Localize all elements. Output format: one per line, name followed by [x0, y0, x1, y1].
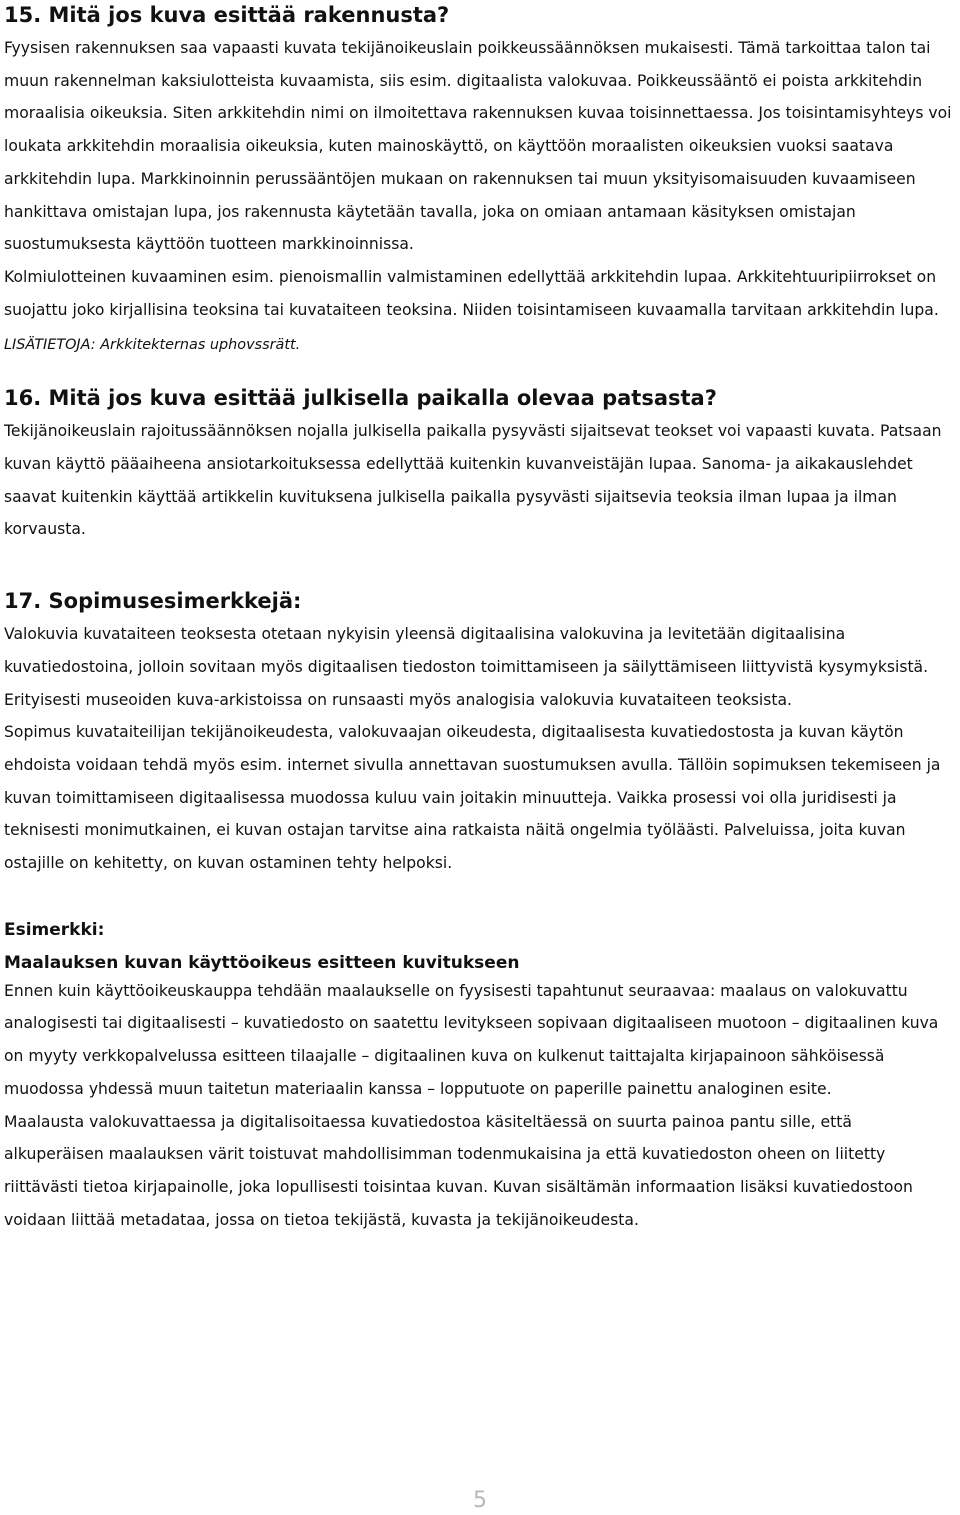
example-heading: Esimerkki: [4, 919, 105, 940]
section-15-paragraph-1: Fyysisen rakennuksen saa vapaasti kuvata tekijänoikeuslain poikkeussäännöksen mukaisesti. Tämä tarkoittaa talon tai muun rakennelman kaksiulotteista kuvaamista, siis esim. digitaalista valokuvaa. Poikkeussääntö ei poista arkkitehdin moraalisia oikeuksia. Siten arkkitehdin nimi on ilmoitettava rakennuksen kuvaa toisinnettaessa. Jos toisintamisyhteys voi loukata arkkitehdin moraalisia oikeuksia, kuten mainoskäyttö, on käyttöön moraalisten oikeuksien vuoksi saatava arkkitehdin lupa. Markkinoinnin perussääntöjen mukaan on rakennuksen tai muun yksityisomaisuuden kuvaamiseen hankittava omistajan lupa, jos rakennusta käytetään tavalla, joka on omiaan antamaan käsityksen omistajan suostumuksesta käyttöön tuotteen markkinoinnissa. [4, 39, 952, 254]
page-number: 5 [473, 1488, 487, 1513]
document-page [4, 0, 956, 1236]
section-15-paragraph-2: Kolmiulotteinen kuvaaminen esim. pienoismallin valmistaminen edellyttää arkkitehdin lupaa. Arkkitehtuuripiirrokset on suojattu joko kirjallisina teoksina tai kuvataiteen teoksina. Niiden toisintamiseen kuvaamalla tarvitaan arkkitehdin lupa. [4, 267, 939, 319]
section-16-heading: 16. Mitä jos kuva esittää julkisella paikalla olevaa patsasta? [4, 386, 717, 411]
example-subheading: Maalauksen kuvan käyttöoikeus esitteen kuvitukseen [4, 952, 520, 973]
example-paragraph-2: Maalausta valokuvattaessa ja digitalisoitaessa kuvatiedostoa käsiteltäessä on suurta painoa pantu sille, että alkuperäisen maalauksen värit toistuvat mahdollisimman todenmukaisina ja että kuvatiedoston oheen on liitetty riittävästi tietoa kirjapainolle, joka lopullisesti toisintaa kuvan. Kuvan sisältämän informaation lisäksi kuvatiedostoon voidaan liittää metadataa, jossa on tietoa tekijästä, kuvasta ja tekijänoikeudesta. [4, 1112, 913, 1229]
section-16-paragraph-1: Tekijänoikeuslain rajoitussäännöksen nojalla julkisella paikalla pysyvästi sijaitsevat teokset voi vapaasti kuvata. Patsaan kuvan käyttö pääaiheena ansiotarkoituksessa edellyttää kuitenkin kuvanveistäjän lupaa. Sanoma- ja aikakauslehdet saavat kuitenkin käyttää artikkelin kuvituksena julkisella paikalla pysyvästi sijaitsevia teoksia ilman lupaa ja ilman korvausta. [4, 422, 942, 539]
section-15-heading: 15. Mitä jos kuva esittää rakennusta? [4, 3, 450, 27]
section-17-paragraph-2: Sopimus kuvataiteilijan tekijänoikeudesta, valokuvaajan oikeudesta, digitaalisesta kuvatiedostosta ja kuvan käytön ehdoista voidaan tehdä myös esim. internet sivulla annettavan suostumuksen avulla. Tällöin sopimuksen tekemiseen ja kuvan toimittamiseen digitaalisessa muodossa kuluu vain joitakin minuutteja. Vaikka prosessi voi olla juridisesti ja teknisesti monimutkainen, ei kuvan ostajan tarvitse aina ratkaista näitä ongelmia työläästi. Palveluissa, joita kuvan ostajille on kehitetty, on kuvan ostaminen tehty helpoksi. [4, 723, 941, 873]
section-17-heading: 17. Sopimusesimerkkejä: [4, 589, 302, 614]
section-17-paragraph-1: Valokuvia kuvataiteen teoksesta otetaan nykyisin yleensä digitaalisina valokuvina ja levitetään digitaalisina kuvatiedostoina, jolloin sovitaan myös digitaalisen tiedoston toimittamiseen ja säilyttämiseen liittyvistä kysymyksistä. Erityisesti museoiden kuva-arkistoissa on runsaasti myös analogisia valokuvia kuvataiteen teoksista. [4, 625, 929, 709]
example-paragraph-1: Ennen kuin käyttöoikeuskauppa tehdään maalaukselle on fyysisesti tapahtunut seuraavaa: maalaus on valokuvattu analogisesti tai digitaalisesti – kuvatiedosto on saatettu levitykseen sopivaan digitaaliseen muotoon – digitaalinen kuva on myyty verkkopalvelussa esitteen tilaajalle – digitaalinen kuva on kulkenut taittajalta kirjapainoon sähköisessä muodossa yhdessä muun taitetun materiaalin kanssa – lopputuote on paperille painettu analoginen esite. [4, 981, 939, 1098]
section-15-note: LISÄTIETOJA: Arkkitekternas uphovssrätt. [4, 337, 301, 354]
